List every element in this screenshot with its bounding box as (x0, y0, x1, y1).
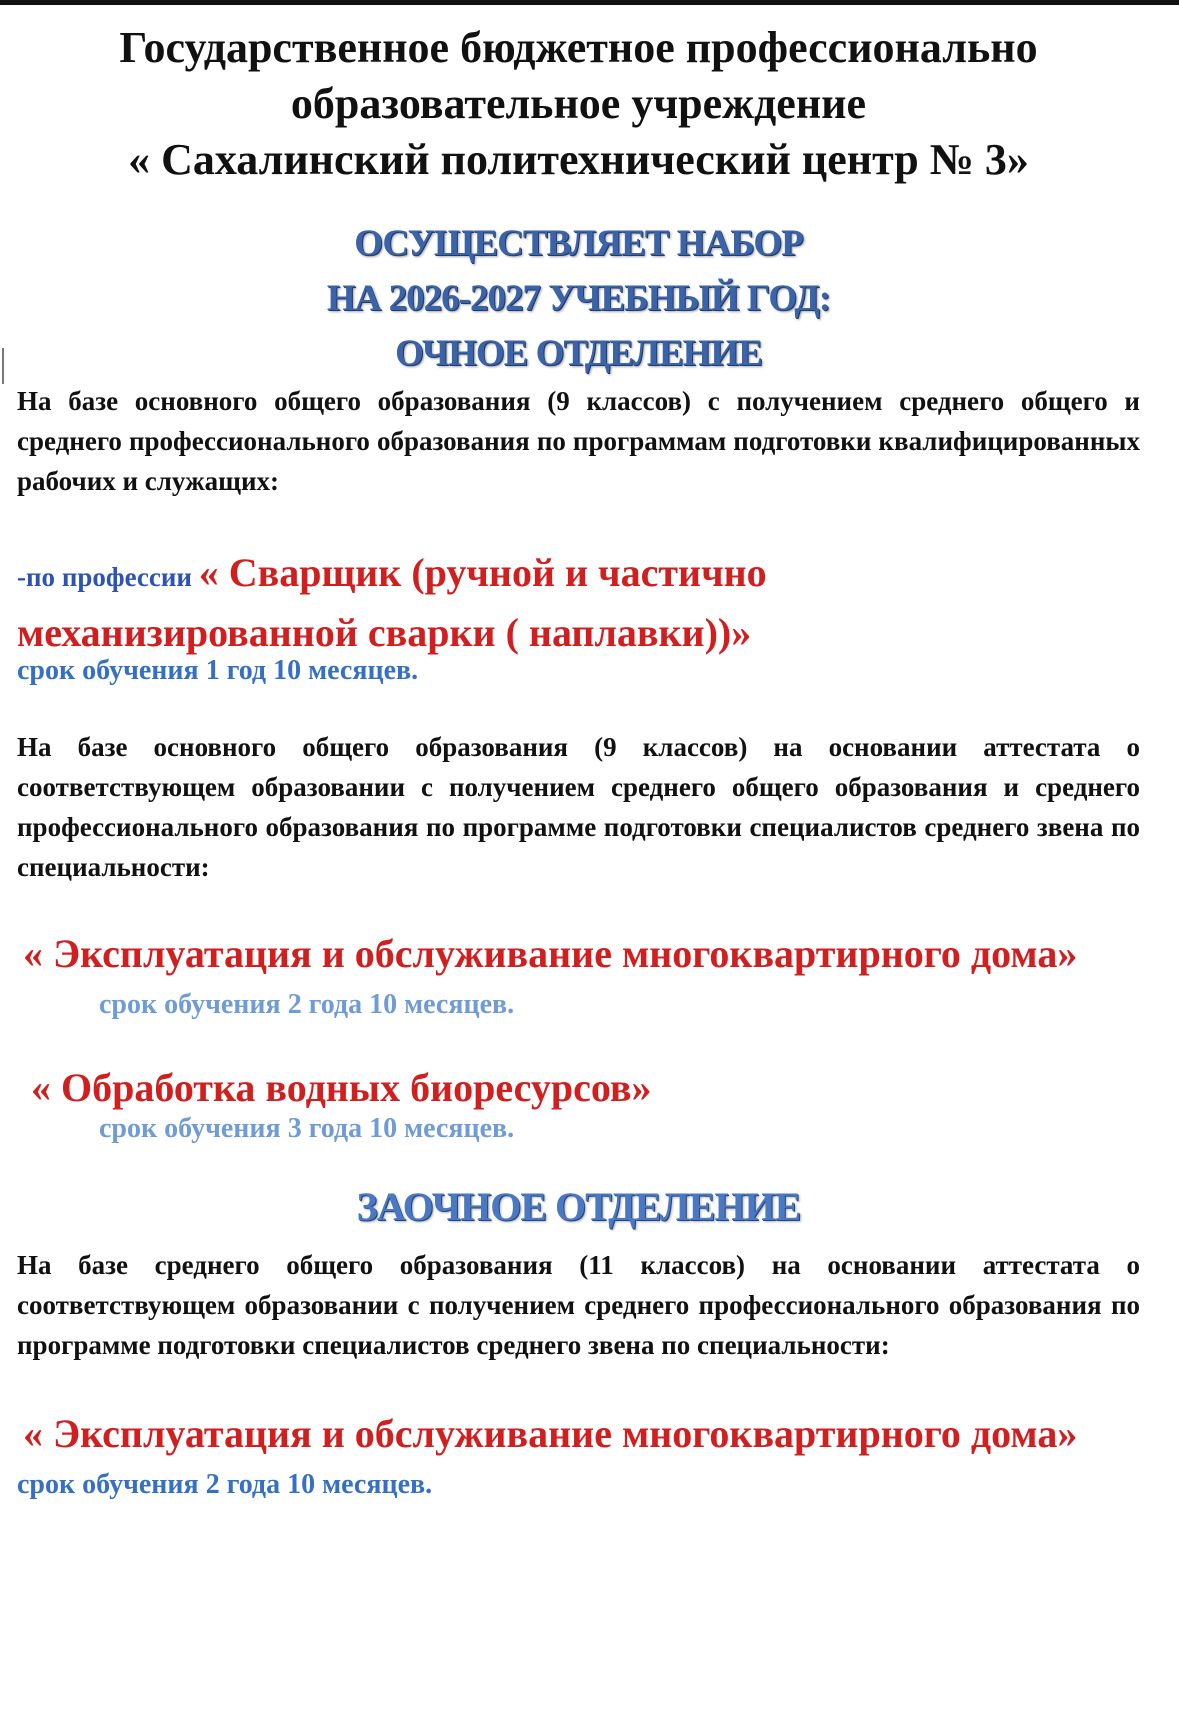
announcement-line-1: ОСУЩЕСТВЛЯЕТ НАБОР (354, 223, 803, 264)
fulltime-intro-2: На базе основного общего образования (9 классов) на основании аттестата о соответствующем образовании с получением среднего общего образования и среднего профессионального образования по программе подготовки специалистов среднего звена по специальности: (17, 732, 1140, 882)
document-page (17, 12, 1140, 1505)
profession-prefix-word: професcии (61, 562, 199, 592)
header-line-3: « Сахалинский политехнический центр № 3» (128, 135, 1029, 184)
profession-prefix: -по (17, 562, 62, 592)
text-cursor (2, 348, 4, 384)
specialty-aquatic-bioresources-term: срок обучения 3 года 10 месяцев. (99, 1113, 515, 1144)
specialty-building-maintenance-term: срок обучения 2 года 10 месяцев. (99, 989, 515, 1020)
profession-welder (17, 545, 1140, 661)
parttime-heading: ЗАОЧНОЕ ОТДЕЛЕНИЕ (356, 1184, 801, 1229)
profession-name-line-1: « Сварщик (ручной и частично (198, 550, 767, 595)
specialty-aquatic-bioresources: « Обработка водных биоресурсов» (31, 1065, 652, 1110)
header-line-2: образовательное учреждение (290, 79, 867, 128)
parttime-specialty-building-maintenance: « Эксплуатация и обслуживание многоквартирного дома» (23, 1411, 1078, 1456)
top-border (0, 0, 1179, 5)
header-line-1: Государственное бюджетное профессионально (119, 23, 1038, 72)
announcement-line-3: ОЧНОЕ ОТДЕЛЕНИЕ (395, 333, 762, 374)
fulltime-intro-1: На базе основного общего образования (9 классов) с получением среднего общего и среднего профессионального образования по программам подготовки квалифицированных рабочих и служащих: (17, 386, 1140, 496)
institution-header (17, 20, 1140, 188)
parttime-intro: На базе среднего общего образования (11 классов) на основании аттестата о соответствующем образовании с получением среднего профессионального образования по программе подготовки специалистов среднего звена по специальности: (17, 1250, 1140, 1360)
profession-term: срок обучения 1 год 10 месяцев. (17, 655, 419, 686)
profession-name-line-2: механизированной сварки ( наплавки))» (17, 610, 752, 655)
parttime-specialty-term: срок обучения 2 года 10 месяцев. (17, 1469, 433, 1500)
specialty-building-maintenance: « Эксплуатация и обслуживание многоквартирного дома» (23, 931, 1078, 976)
enrollment-announcement (17, 216, 1140, 381)
announcement-line-2: НА 2026-2027 УЧЕБНЫЙ ГОД: (326, 278, 831, 319)
